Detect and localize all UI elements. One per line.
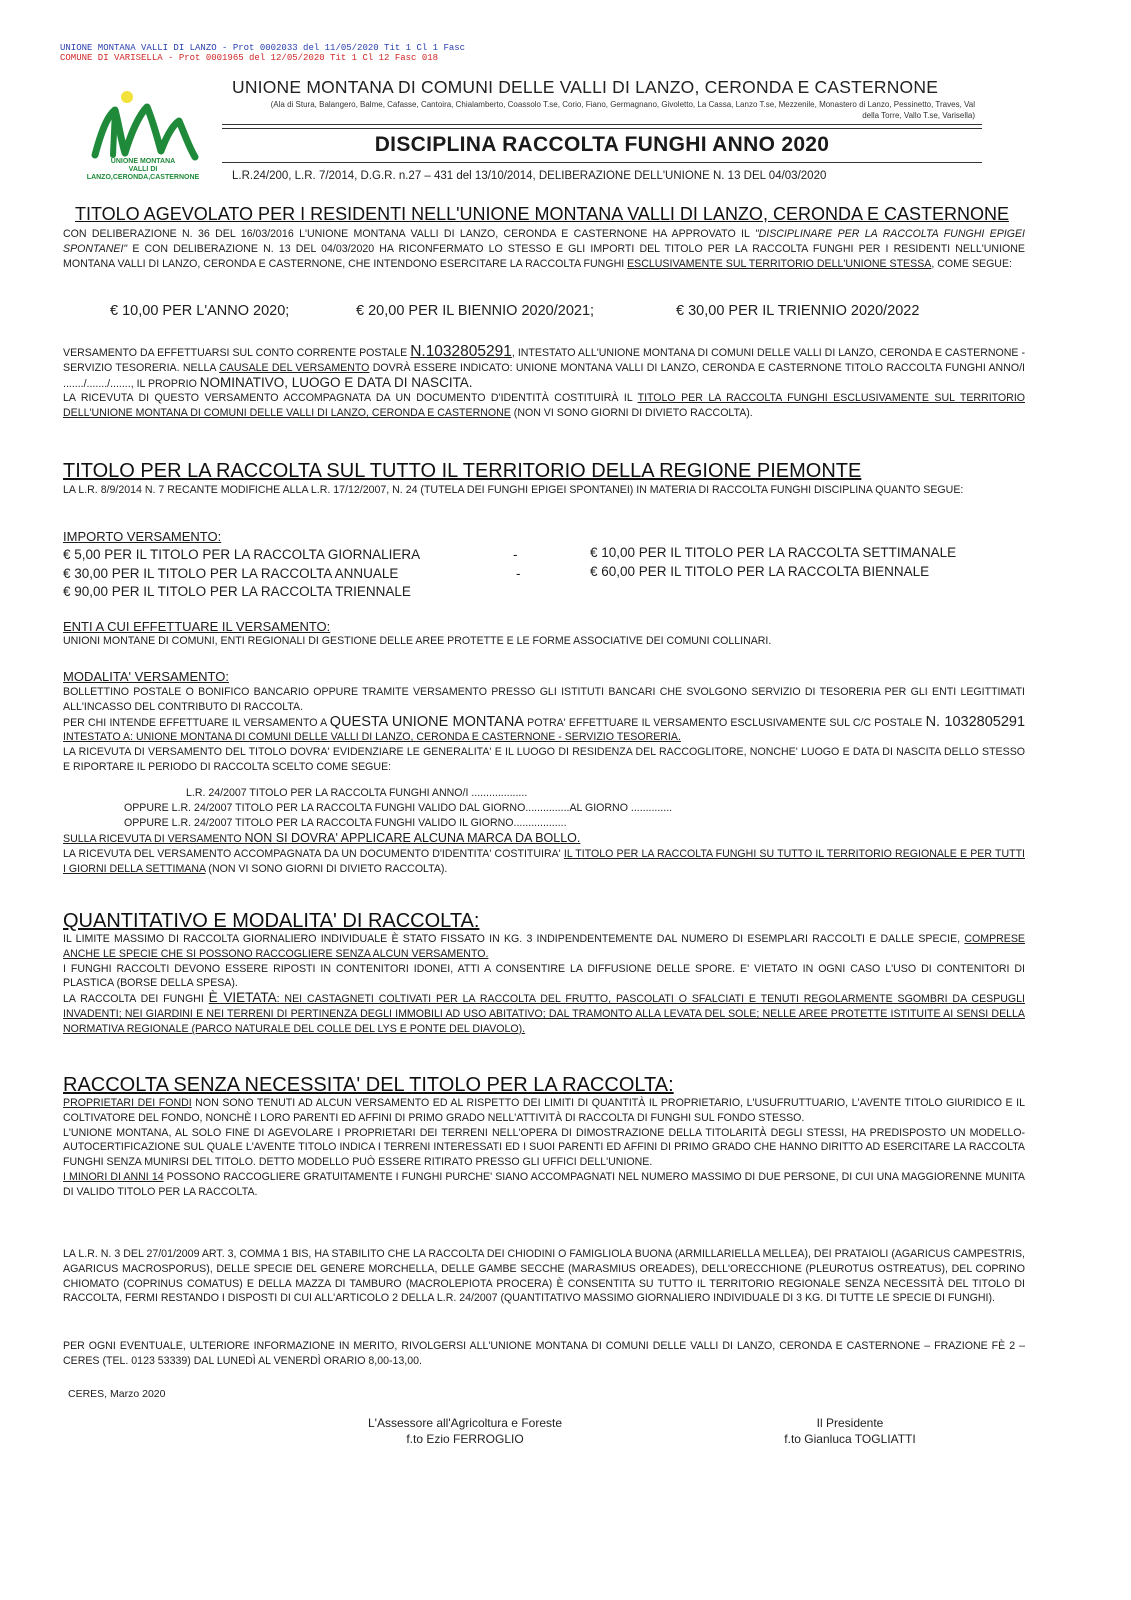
postal-account-number: N.1032805291 — [410, 343, 512, 360]
payment-instructions-residents — [63, 345, 1025, 421]
modalita-text-2a: PER CHI INTENDE EFFETTUARE IL VERSAMENTO A — [63, 716, 330, 729]
section-region-title — [63, 460, 1025, 483]
residents-text-c: , COME SEGUE: — [931, 257, 1012, 270]
stamp-duty-text-b: NON SI DOVRA' APPLICARE ALCUNA MARCA DA BOLLO. — [244, 831, 581, 845]
modalita-text-1: BOLLETTINO POSTALE O BONIFICO BANCARIO OPPURE TRAMITE VERSAMENTO PRESSO GLI ISTITUTI BANCARI CHE SVOLGONO SERVIZIO DI TESORERIA PER GLI ENTI LEGITTIMATI ALL'INCASSO DEL CONTRIBUTO DI RACCOLTA. — [63, 686, 1025, 713]
fee-annual: € 30,00 PER IL TITOLO PER LA RACCOLTA ANNUALE — [63, 566, 399, 581]
signature-presidente — [760, 1415, 940, 1447]
header-rule-bottom — [222, 162, 982, 163]
regional-receipt-text-underline: IL TITOLO PER LA RACCOLTA FUNGHI SU TUTTO IL TERRITORIO REGIONALE E PER TUTTI I GIORNI DELLA SETTIMANA — [63, 847, 1025, 875]
fee-triennial-2020-2022: € 30,00 PER IL TRIENNIO 2020/2022 — [676, 303, 920, 319]
place-date: CERES, Marzo 2020 — [68, 1388, 166, 1400]
header-rule-top-thin — [222, 128, 982, 129]
containers-text: I FUNGHI RACCOLTI DEVONO ESSERE RIPOSTI IN CONTENITORI IDONEI, ATTI A CONSENTIRE LA DIFFUSIONE DELLE SPORE. E' VIETATO IN OGNI CASO L'USO DI CONTENITORI DI PLASTICA (BORSE DELLA SPESA). — [63, 962, 1025, 990]
period-option-2: OPPURE L.R. 24/2007 TITOLO PER LA RACCOLTA FUNGHI VALIDO DAL GIORNO...............AL GIORNO .............. — [124, 802, 673, 814]
prohibition-vietata: È VIETATA — [208, 990, 277, 1006]
modalita-paragraph — [63, 685, 1025, 775]
fee-biennial: € 60,00 PER IL TITOLO PER LA RACCOLTA BIENNALE — [590, 564, 930, 579]
period-option-3: OPPURE L.R. 24/2007 TITOLO PER LA RACCOLTA FUNGHI VALIDO IL GIORNO.................. — [124, 817, 567, 829]
self-certification-text: L'UNIONE MONTANA, AL SOLO FINE DI AGEVOLARE I PROPRIETARI DEI TERRENI NELL'OPERA DI DIMOSTRAZIONE DELLA TITOLARITÀ DEGLI STESSI, HA PREDISPOSTO UN MODELLO-AUTOCERTIFICAZIONE SUL QUALE L'AVENTE TITOLO INDICA I TERRENI INTERESSATI ED I SUOI PARENTI ED AFFINI DI PRIMO GRADO CHE HANNO DIRITTO AD ESERCITARE LA RACCOLTA FUNGHI SENZA MUNIRSI DEL TITOLO. DETTO MODELLO PUÒ ESSERE RITIRATO PRESSO GLI UFFICI DELL'UNIONE. — [63, 1126, 1025, 1169]
residents-text-underline: ESCLUSIVAMENTE SUL TERRITORIO DELL'UNIONE STESSA — [627, 257, 932, 270]
enti-text: UNIONI MONTANE DI COMUNI, ENTI REGIONALI DI GESTIONE DELLE AREE PROTETTE E LE FORME ASSOCIATIVE DEI COMUNI COLLINARI. — [63, 635, 772, 647]
payment-text-b: , INTESTATO ALL'UNIONE MONTANA DI COMUNI DELLE VALLI DI LANZO, CERONDA E CASTERNONE - SERVIZIO TESORERIA. NELLA — [63, 347, 1025, 374]
payment-text-a: VERSAMENTO DA EFFETTUARSI SUL CONTO CORRENTE POSTALE — [63, 347, 411, 359]
landowners-label: PROPRIETARI DEI FONDI — [63, 1097, 192, 1109]
payment-text-name-place-date: NOMINATIVO, LUOGO E DATA DI NASCITA. — [199, 374, 473, 390]
modalita-text-2-union: QUESTA UNIONE MONTANA — [329, 713, 524, 730]
fee-biennial-2020-2021: € 20,00 PER IL BIENNIO 2020/2021; — [356, 303, 595, 319]
residents-text-a: CON DELIBERAZIONE N. 36 DEL 16/03/2016 L'UNIONE MONTANA VALLI DI LANZO, CERONDA E CASTERNONE HA APPROVATO IL — [63, 228, 755, 240]
minors-text: POSSONO RACCOGLIERE GRATUITAMENTE I FUNGHI PURCHE' SIANO ACCOMPAGNATI NEL NUMERO MASSIMO DI DUE PERSONE, DI CUI UNA MAGGIORENNE MUNITA DI VALIDO TITOLO PER LA RACCOLTA. — [63, 1170, 1025, 1198]
presidente-name: f.to Gianluca TOGLIATTI — [784, 1432, 916, 1446]
protocol-stamp-comune: COMUNE DI VARISELLA - Prot 0001965 del 12/05/2020 Tit 1 Cl 12 Fasc 018 — [60, 53, 439, 63]
section-quantity-heading: QUANTITATIVO E MODALITA' DI RACCOLTA: — [63, 910, 480, 932]
modalita-text-2-underline: INTESTATO A: UNIONE MONTANA DI COMUNI DELLE VALLI DI LANZO, CERONDA E CASTERNONE - SERVIZIO TESORERIA. — [63, 731, 681, 744]
assessore-name: f.to Ezio FERROGLIO — [406, 1432, 524, 1446]
modalita-text-3: LA RICEVUTA DI VERSAMENTO DEL TITOLO DOVRA' EVIDENZIARE LE GENERALITA' E IL LUOGO DI RESIDENZA DEL RACCOGLITORE, NONCHE' LUOGO E DATA DI NASCITA DELLO STESSO E RIPORTARE IL PERIODO DI RACCOLTA SCELTO COME SEGUE: — [63, 746, 1025, 773]
receipt-text-a: LA RICEVUTA DI QUESTO VERSAMENTO ACCOMPAGNATA DA UN DOCUMENTO D'IDENTITÀ COSTITUIRÀ IL — [63, 392, 638, 405]
section-quantity-paragraph — [63, 932, 1025, 1037]
section-region-heading: TITOLO PER LA RACCOLTA SUL TUTTO IL TERRITORIO DELLA REGIONE PIEMONTE — [63, 460, 862, 482]
section-residents-title — [63, 204, 1025, 225]
protocol-stamp-unione: UNIONE MONTANA VALLI DI LANZO - Prot 0002033 del 11/05/2020 Tit 1 Cl 1 Fasc — [60, 43, 466, 53]
payment-causale: CAUSALE DEL VERSAMENTO — [219, 361, 370, 374]
prohibition-text-a: LA RACCOLTA DEI FUNGHI — [63, 993, 209, 1006]
section-exempt-heading: RACCOLTA SENZA NECESSITA' DEL TITOLO PER LA RACCOLTA: — [63, 1074, 674, 1096]
assessore-role: L'Assessore all'Agricoltura e Foreste — [368, 1416, 562, 1430]
header-rule-top — [222, 124, 982, 125]
enti-label: ENTI A CUI EFFETTUARE IL VERSAMENTO: — [63, 619, 331, 634]
section-region-intro: LA L.R. 8/9/2014 N. 7 RECANTE MODIFICHE ALLA L.R. 17/12/2007, N. 24 (TUTELA DEI FUNGHI EPIGEI SPONTANEI) IN MATERIA DI RACCOLTA FUNGHI DISCIPLINA QUANTO SEGUE: — [63, 484, 964, 496]
signature-assessore — [330, 1415, 600, 1447]
quantity-text-a: IL LIMITE MASSIMO DI RACCOLTA GIORNALIERO INDIVIDUALE È STATO FISSATO IN KG. 3 INDIPENDENTEMENTE DAL NUMERO DI ESEMPLARI RACCOLTI E DALLE SPECIE, — [63, 933, 965, 945]
stamp-duty-text-a: SULLA RICEVUTA DI VERSAMENTO — [63, 833, 245, 845]
modalita-label: MODALITA' VERSAMENTO: — [63, 669, 229, 684]
section-exempt-paragraph — [63, 1096, 1025, 1200]
document-title: DISCIPLINA RACCOLTA FUNGHI ANNO 2020 — [374, 133, 830, 156]
section-residents-heading: TITOLO AGEVOLATO PER I RESIDENTI NELL'UNIONE MONTANA VALLI DI LANZO, CERONDA E CASTERNONE — [75, 204, 1009, 224]
free-species-paragraph: LA L.R. N. 3 DEL 27/01/2009 ART. 3, COMMA 1 BIS, HA STABILITO CHE LA RACCOLTA DEI CHIODINI O FAMIGLIOLA BUONA (ARMILLARIELLA MELLEA), DEI PRATAIOLI (AGARICUS CAMPESTRIS, AGARICUS MACROSPORUS), DELLE SPECIE DEL GENERE MORCHELLA, DELLE GAMBE SECCHE (MARASMIUS OREADES), DELL'ORECCHIONE (PLEUROTUS OSTREATUS), DEL COPRINO CHIOMATO (COPRINUS COMATUS) E DELLA MAZZA DI TAMBURO (MACROLEPIOTA PROCERA) È CONSENTITA SU TUTTO IL TERRITORIO REGIONALE SENZA NECESSITÀ DEL TITOLO DI RACCOLTA, FERMI RESTANDO I DISPOSTI DI CUI ALL'ARTICOLO 2 DELLA L.R. 24/2007 (QUANTITATIVO MASSIMO GIORNALIERO INDIVIDUALE DI 3 KG. DI TUTTE LE SPECIE DI FUNGHI). — [63, 1248, 1025, 1305]
logo-caption — [78, 158, 208, 182]
period-option-1: L.R. 24/2007 TITOLO PER LA RACCOLTA FUNGHI ANNO/I ................... — [186, 787, 528, 799]
receipt-text-b: (NON VI SONO GIORNI DI DIVIETO RACCOLTA). — [510, 407, 753, 420]
prohibition-text-underline: : NEI CASTAGNETI COLTIVATI PER LA RACCOLTA DEL FRUTTO, PASCOLATI O SFALCIATI E TENUTI REGOLARMENTE SGOMBRI DA CESPUGLI INVADENTI; NEI GIARDINI E NEI TERRENI DI PERTINENZA DEGLI IMMOBILI AD USO ABITATIVO; DAL TRAMONTO ALLA LEVATA DEL SOLE; NELLE AREE PROTETTE ISTITUITE AI SENSI DELLA NORMATIVA REGIONALE (PARCO NATURALE DEL COLLE DEL LYS E PONTE DEL DIAVOLO). — [63, 993, 1025, 1035]
section-residents-paragraph — [63, 227, 1025, 271]
payment-text-c: DOVRÀ ESSERE INDICATO: UNIONE MONTANA VALLI DI LANZO, CERONDA E CASTERNONE TITOLO RACCOLTA FUNGHI ANNO/I ......./......./......., IL PROPRIO — [63, 361, 1025, 390]
logo-caption-line2: VALLI DI LANZO,CERONDA,CASTERNONE — [86, 166, 200, 181]
fee-annual-2020: € 10,00 PER L'ANNO 2020; — [110, 303, 290, 319]
contact-paragraph: PER OGNI EVENTUALE, ULTERIORE INFORMAZIONE IN MERITO, RIVOLGERSI ALL'UNIONE MONTANA DI COMUNI DELLE VALLI DI LANZO, CERONDA E CASTERNONE – FRAZIONE FÈ 2 – CERES (TEL. 0123 53339) DAL LUNEDÌ AL VENERDÌ ORARIO 8,00-13,00. — [63, 1340, 1025, 1367]
section-quantity-title — [63, 910, 1025, 933]
fee-dash-2: - — [516, 566, 521, 581]
regional-receipt-text-a: LA RICEVUTA DEL VERSAMENTO ACCOMPAGNATA DA UN DOCUMENTO D'IDENTITA' COSTITUIRA' — [63, 847, 564, 860]
residents-text-b: E CON DELIBERAZIONE N. 13 DEL 04/03/2020 HA RICONFERMATO LO STESSO E GLI IMPORTI DEL TITOLO PER LA RACCOLTA FUNGHI PER I RESIDENTI NELL'UNIONE MONTANA VALLI DI LANZO, CERONDA E CASTERNONE, CHE INTENDONO ESERCITARE LA RACCOLTA FUNGHI — [63, 242, 1025, 270]
landowners-text: NON SONO TENUTI AD ALCUN VERSAMENTO ED AL RISPETTO DEI LIMITI DI QUANTITÀ IL PROPRIETARIO, L'USUFRUTTUARIO, L'AVENTE TITOLO GIURIDICO E IL COLTIVATORE DEL FONDO, NONCHÈ I LORO PARENTI ED AFFINI DI PRIMO GRADO NELL'ATTIVITÀ DI RACCOLTA DI FUNGHI SUL FONDO STESSO. — [63, 1097, 1026, 1124]
fee-triennial: € 90,00 PER IL TITOLO PER LA RACCOLTA TRIENNALE — [63, 584, 411, 599]
receipt-text-underline: TITOLO PER LA RACCOLTA FUNGHI ESCLUSIVAMENTE SUL TERRITORIO DELL'UNIONE MONTANA DI COMUNI DELLE VALLI DI LANZO, CERONDA E CASTERNONE — [63, 392, 1025, 420]
organization-name: UNIONE MONTANA DI COMUNI DELLE VALLI DI LANZO, CERONDA E CASTERNONE — [232, 77, 939, 97]
minors-label: I MINORI DI ANNI 14 — [63, 1170, 164, 1183]
presidente-role: Il Presidente — [816, 1416, 884, 1430]
section-exempt-title — [63, 1074, 1025, 1097]
fee-weekly: € 10,00 PER IL TITOLO PER LA RACCOLTA SETTIMANALE — [590, 545, 957, 560]
modalita-account-number: N. 1032805291 — [925, 713, 1026, 730]
importo-label: IMPORTO VERSAMENTO: — [63, 529, 222, 544]
regional-receipt-text-b: (NON VI SONO GIORNI DI DIVIETO RACCOLTA). — [205, 862, 448, 875]
logo-caption-line1: UNIONE MONTANA — [110, 158, 176, 165]
modalita-text-2b: POTRA' EFFETTUARE IL VERSAMENTO ESCLUSIVAMENTE SUL C/C POSTALE — [523, 716, 926, 729]
fee-daily: € 5,00 PER IL TITOLO PER LA RACCOLTA GIORNALIERA — [63, 547, 421, 562]
stamp-duty-note — [63, 831, 1025, 876]
fee-dash-1: - — [513, 547, 518, 562]
quantity-text-underline: COMPRESE ANCHE LE SPECIE CHE SI POSSONO RACCOGLIERE SENZA ALCUN VERSAMENTO. — [63, 933, 1025, 960]
legal-references: L.R.24/200, L.R. 7/2014, D.G.R. n.27 – 431 del 13/10/2014, DELIBERAZIONE DELL'UNIONE N. 13 DEL 04/03/2020 — [232, 170, 827, 182]
residents-text-italic: "DISCIPLINARE PER LA RACCOLTA FUNGHI EPIGEI SPONTANEI" — [63, 228, 1025, 255]
member-municipalities: (Ala di Stura, Balangero, Balme, Cafasse, Cantoira, Chialamberto, Coassolo T.se, Corio, Fiano, Germagnano, Givoletto, La Cassa, Lanzo T.se, Mezzenile, Monastero di Lanzo, Pessinetto, Traves, Val della Torre, Vallo T.se, Varisella) — [270, 100, 975, 120]
